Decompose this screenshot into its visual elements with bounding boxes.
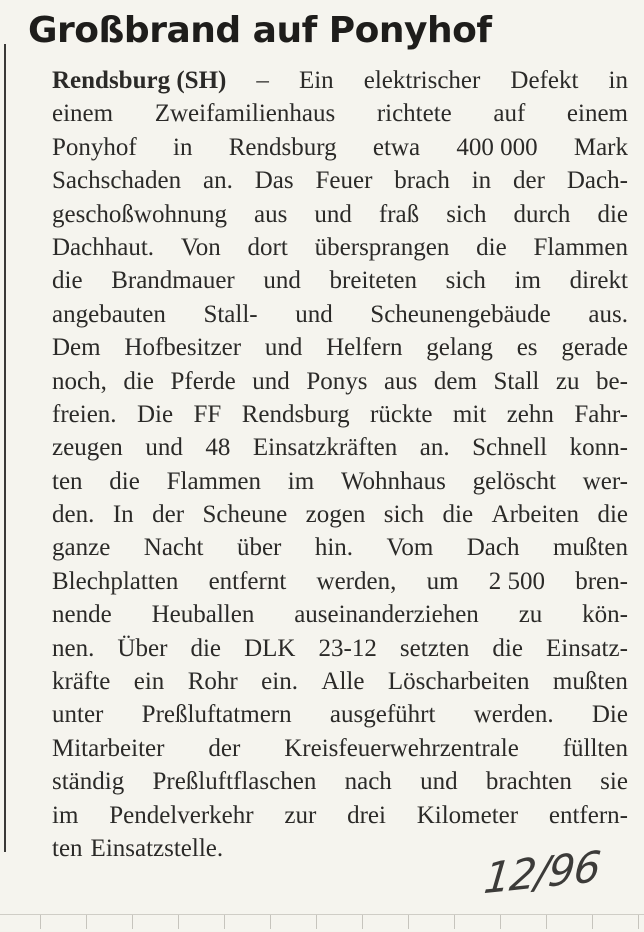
article-word: Dachhaut. xyxy=(52,233,155,261)
article-word: Die xyxy=(591,701,628,729)
article-word: Arbeiten xyxy=(491,501,579,529)
article-line xyxy=(52,632,628,665)
ruler-tick xyxy=(86,915,87,929)
article-word: Rendsburg xyxy=(241,400,350,428)
article-word: und xyxy=(314,200,352,228)
article-word: kräfte xyxy=(52,668,111,696)
article-word: im xyxy=(287,467,315,495)
article-line xyxy=(52,198,628,231)
article-word: in xyxy=(608,67,628,94)
article-word: Über xyxy=(117,634,168,662)
article-line xyxy=(52,698,628,731)
article-word: mit xyxy=(452,400,487,428)
article-word: elektrischer xyxy=(363,67,481,94)
article-word: Einsatz- xyxy=(546,634,628,662)
article-word: setzten xyxy=(399,634,470,662)
article-word: Zweifamilienhaus xyxy=(154,100,336,128)
ruler-tick xyxy=(408,915,409,929)
article-word: wer- xyxy=(582,467,628,495)
article-word: nach xyxy=(344,768,392,796)
article-word: entfernt xyxy=(208,567,287,595)
article-word: Preßluftflaschen xyxy=(152,768,317,796)
article-word: nende xyxy=(52,601,112,629)
article-word: 23-12 xyxy=(318,634,377,662)
article-headline: Großbrand auf Ponyhof xyxy=(28,10,492,51)
article-word: zu xyxy=(555,367,580,395)
handwritten-date: 12/96 xyxy=(481,841,603,904)
article-word: Stall xyxy=(493,367,540,395)
dateline: Rendsburg (SH) xyxy=(52,67,227,94)
article-line xyxy=(52,531,628,564)
article-word: Nacht xyxy=(143,534,204,562)
article-word: konn- xyxy=(569,434,628,462)
article-word: Löscharbeiten xyxy=(387,668,530,696)
article-word: In xyxy=(112,501,134,529)
article-word: aus xyxy=(384,367,418,395)
article-word: gerade xyxy=(561,334,628,362)
article-word: Von xyxy=(180,233,221,261)
article-word: Feuer xyxy=(315,167,373,195)
article-line xyxy=(52,164,628,197)
article-word: in xyxy=(471,167,492,195)
article-word: nen. xyxy=(52,634,95,662)
article-word: Flammen xyxy=(533,233,628,261)
article-word: dem xyxy=(433,367,477,395)
article-line xyxy=(52,398,628,431)
article-word: die xyxy=(442,501,474,529)
article-body xyxy=(52,64,628,865)
article-word: Heuballen xyxy=(151,601,255,629)
article-line xyxy=(52,765,628,798)
article-word: dort xyxy=(247,233,288,261)
article-word: Alle xyxy=(321,668,365,696)
article-word: angebauten xyxy=(52,300,166,328)
article-line xyxy=(52,64,628,97)
article-word: zeugen xyxy=(52,434,123,462)
article-line xyxy=(52,231,628,264)
article-word: übersprangen xyxy=(314,233,450,261)
article-word: an. xyxy=(419,434,450,462)
article-word: auf xyxy=(493,100,526,128)
article-word: die xyxy=(109,467,140,495)
article-word: entfern- xyxy=(548,801,628,829)
article-word: ein. xyxy=(261,668,298,696)
article-word: hin. xyxy=(314,534,354,562)
article-word: Fahr- xyxy=(574,400,628,428)
article-word: kön- xyxy=(582,601,628,629)
article-word: zu xyxy=(518,601,543,629)
article-word: einem xyxy=(52,100,114,128)
article-word: zur xyxy=(284,801,317,829)
article-word: Scheune xyxy=(202,501,288,529)
article-word: Brandmauer xyxy=(111,267,235,295)
article-word: Rohr xyxy=(187,668,238,696)
ruler-tick xyxy=(40,915,41,929)
article-word: Ein xyxy=(298,67,334,94)
article-word: brach xyxy=(394,167,450,195)
article-word: gelöscht xyxy=(472,467,556,495)
article-word: Ponyhof xyxy=(52,133,137,161)
article-word: Einsatzstelle. xyxy=(90,834,224,862)
ruler-tick xyxy=(224,915,225,929)
article-word: Kilometer xyxy=(416,801,519,829)
article-word: brachten xyxy=(485,768,572,796)
article-word: und xyxy=(295,300,333,328)
article-word: die xyxy=(476,233,507,261)
article-word: mußten xyxy=(552,534,628,562)
ruler-tick xyxy=(178,915,179,929)
article-word: ein xyxy=(133,668,165,696)
article-word: die xyxy=(492,634,523,662)
article-word: – xyxy=(256,67,269,94)
article-word: Die xyxy=(136,400,174,428)
article-word: Defekt xyxy=(510,67,579,94)
article-word: einem xyxy=(566,100,628,128)
article-word: Dach- xyxy=(566,167,628,195)
article-word: Vom xyxy=(386,534,434,562)
article-word: fraß xyxy=(378,200,420,228)
article-word: die xyxy=(123,367,154,395)
article-word: Scheunengebäude xyxy=(370,300,551,328)
article-word: Pendelverkehr xyxy=(109,801,254,829)
article-word: richtete xyxy=(376,100,452,128)
article-word: geschoßwohnung xyxy=(52,200,227,228)
article-word: im xyxy=(52,801,79,829)
article-word: und xyxy=(263,267,301,295)
article-word: rückte xyxy=(370,400,433,428)
article-line xyxy=(52,131,628,164)
article-line xyxy=(52,331,628,364)
article-word: unter xyxy=(52,701,104,729)
article-word: Das xyxy=(254,167,294,195)
article-word: Dach xyxy=(466,534,520,562)
article-word: sie xyxy=(600,768,628,796)
ruler-tick xyxy=(638,915,639,929)
article-word: Flammen xyxy=(166,467,262,495)
article-line xyxy=(52,298,628,331)
article-word: Blechplatten xyxy=(52,567,179,595)
article-word: füllten xyxy=(562,734,628,762)
article-word: den. xyxy=(52,501,95,529)
article-word: Hofbesitzer xyxy=(124,334,242,362)
article-word: Mark xyxy=(573,133,628,161)
article-word: die xyxy=(190,634,222,662)
article-word: aus. xyxy=(588,300,628,328)
article-word: Ponys xyxy=(306,367,368,395)
article-word: es xyxy=(516,334,538,362)
article-word: ausgeführt xyxy=(329,701,436,729)
article-word: und xyxy=(252,367,290,395)
article-word: Stall- xyxy=(203,300,258,328)
article-word: sich xyxy=(446,200,487,228)
ruler-tick xyxy=(270,915,271,929)
ruler-tick xyxy=(592,915,593,929)
article-word: Wohnhaus xyxy=(340,467,446,495)
article-word: im xyxy=(514,267,541,295)
article-word: und xyxy=(420,768,458,796)
article-word: direkt xyxy=(569,267,628,295)
ruler-tick xyxy=(500,915,501,929)
article-line xyxy=(52,264,628,297)
article-word: freien. xyxy=(52,400,117,428)
article-line xyxy=(52,565,628,598)
article-word: durch xyxy=(513,200,571,228)
article-word: zehn xyxy=(506,400,554,428)
article-word: der xyxy=(208,734,241,762)
ruler-tick xyxy=(362,915,363,929)
article-line xyxy=(52,97,628,130)
article-word: Schnell xyxy=(472,434,548,462)
article-word: der xyxy=(513,167,545,195)
article-line xyxy=(52,465,628,498)
article-line xyxy=(52,365,628,398)
article-word: Dem xyxy=(52,334,101,362)
article-word: sich xyxy=(383,501,425,529)
article-word: FF xyxy=(193,400,222,428)
article-line xyxy=(52,431,628,464)
article-word: werden. xyxy=(473,701,554,729)
article-word: 2 500 xyxy=(488,567,545,595)
article-word: breiteten xyxy=(329,267,417,295)
article-word: die xyxy=(52,267,83,295)
article-word: ten xyxy=(52,834,83,862)
ruler-tick xyxy=(132,915,133,929)
article-word: und xyxy=(264,334,303,362)
article-word: werden, xyxy=(316,567,397,595)
article-word: über xyxy=(236,534,282,562)
article-word: Pferde xyxy=(170,367,236,395)
article-word: etwa xyxy=(372,133,421,161)
article-word: Sachschaden xyxy=(52,167,182,195)
article-word: ganze xyxy=(52,534,111,562)
article-word: drei xyxy=(347,801,386,829)
article-line xyxy=(52,665,628,698)
article-line xyxy=(52,732,628,765)
column-rule xyxy=(4,44,6,852)
article-word: Rendsburg xyxy=(228,133,337,161)
article-line xyxy=(52,799,628,832)
article-word: um xyxy=(426,567,459,595)
article-line xyxy=(52,598,628,631)
article-word: aus xyxy=(254,200,288,228)
article-line xyxy=(52,498,628,531)
article-word: Helfern xyxy=(326,334,403,362)
article-word: zogen xyxy=(305,501,366,529)
article-word: ten xyxy=(52,467,83,495)
article-word: in xyxy=(173,133,193,161)
article-word: die xyxy=(597,501,628,529)
article-word: be- xyxy=(596,367,628,395)
article-word: Mitarbeiter xyxy=(52,734,165,762)
article-word: DLK xyxy=(244,634,296,662)
article-word: bren- xyxy=(575,567,628,595)
ruler-tick xyxy=(316,915,317,929)
article-word: noch, xyxy=(52,367,107,395)
article-word: und xyxy=(145,434,183,462)
bottom-edge-ruler xyxy=(0,914,644,932)
article-word: 400 000 xyxy=(456,133,538,161)
article-word: auseinanderziehen xyxy=(294,601,479,629)
article-word: Kreisfeuerwehrzentrale xyxy=(284,734,519,762)
article-word: an. xyxy=(203,167,233,195)
article-word: die xyxy=(597,200,628,228)
article-word: ständig xyxy=(52,768,125,796)
article-word: der xyxy=(152,501,185,529)
article-word: gelang xyxy=(426,334,493,362)
article-word: Preßluftatmern xyxy=(141,701,292,729)
article-word: mußten xyxy=(552,668,628,696)
article-word: 48 xyxy=(205,434,231,462)
ruler-tick xyxy=(546,915,547,929)
article-word: sich xyxy=(445,267,486,295)
article-word: Einsatzkräften xyxy=(252,434,398,462)
ruler-tick xyxy=(454,915,455,929)
